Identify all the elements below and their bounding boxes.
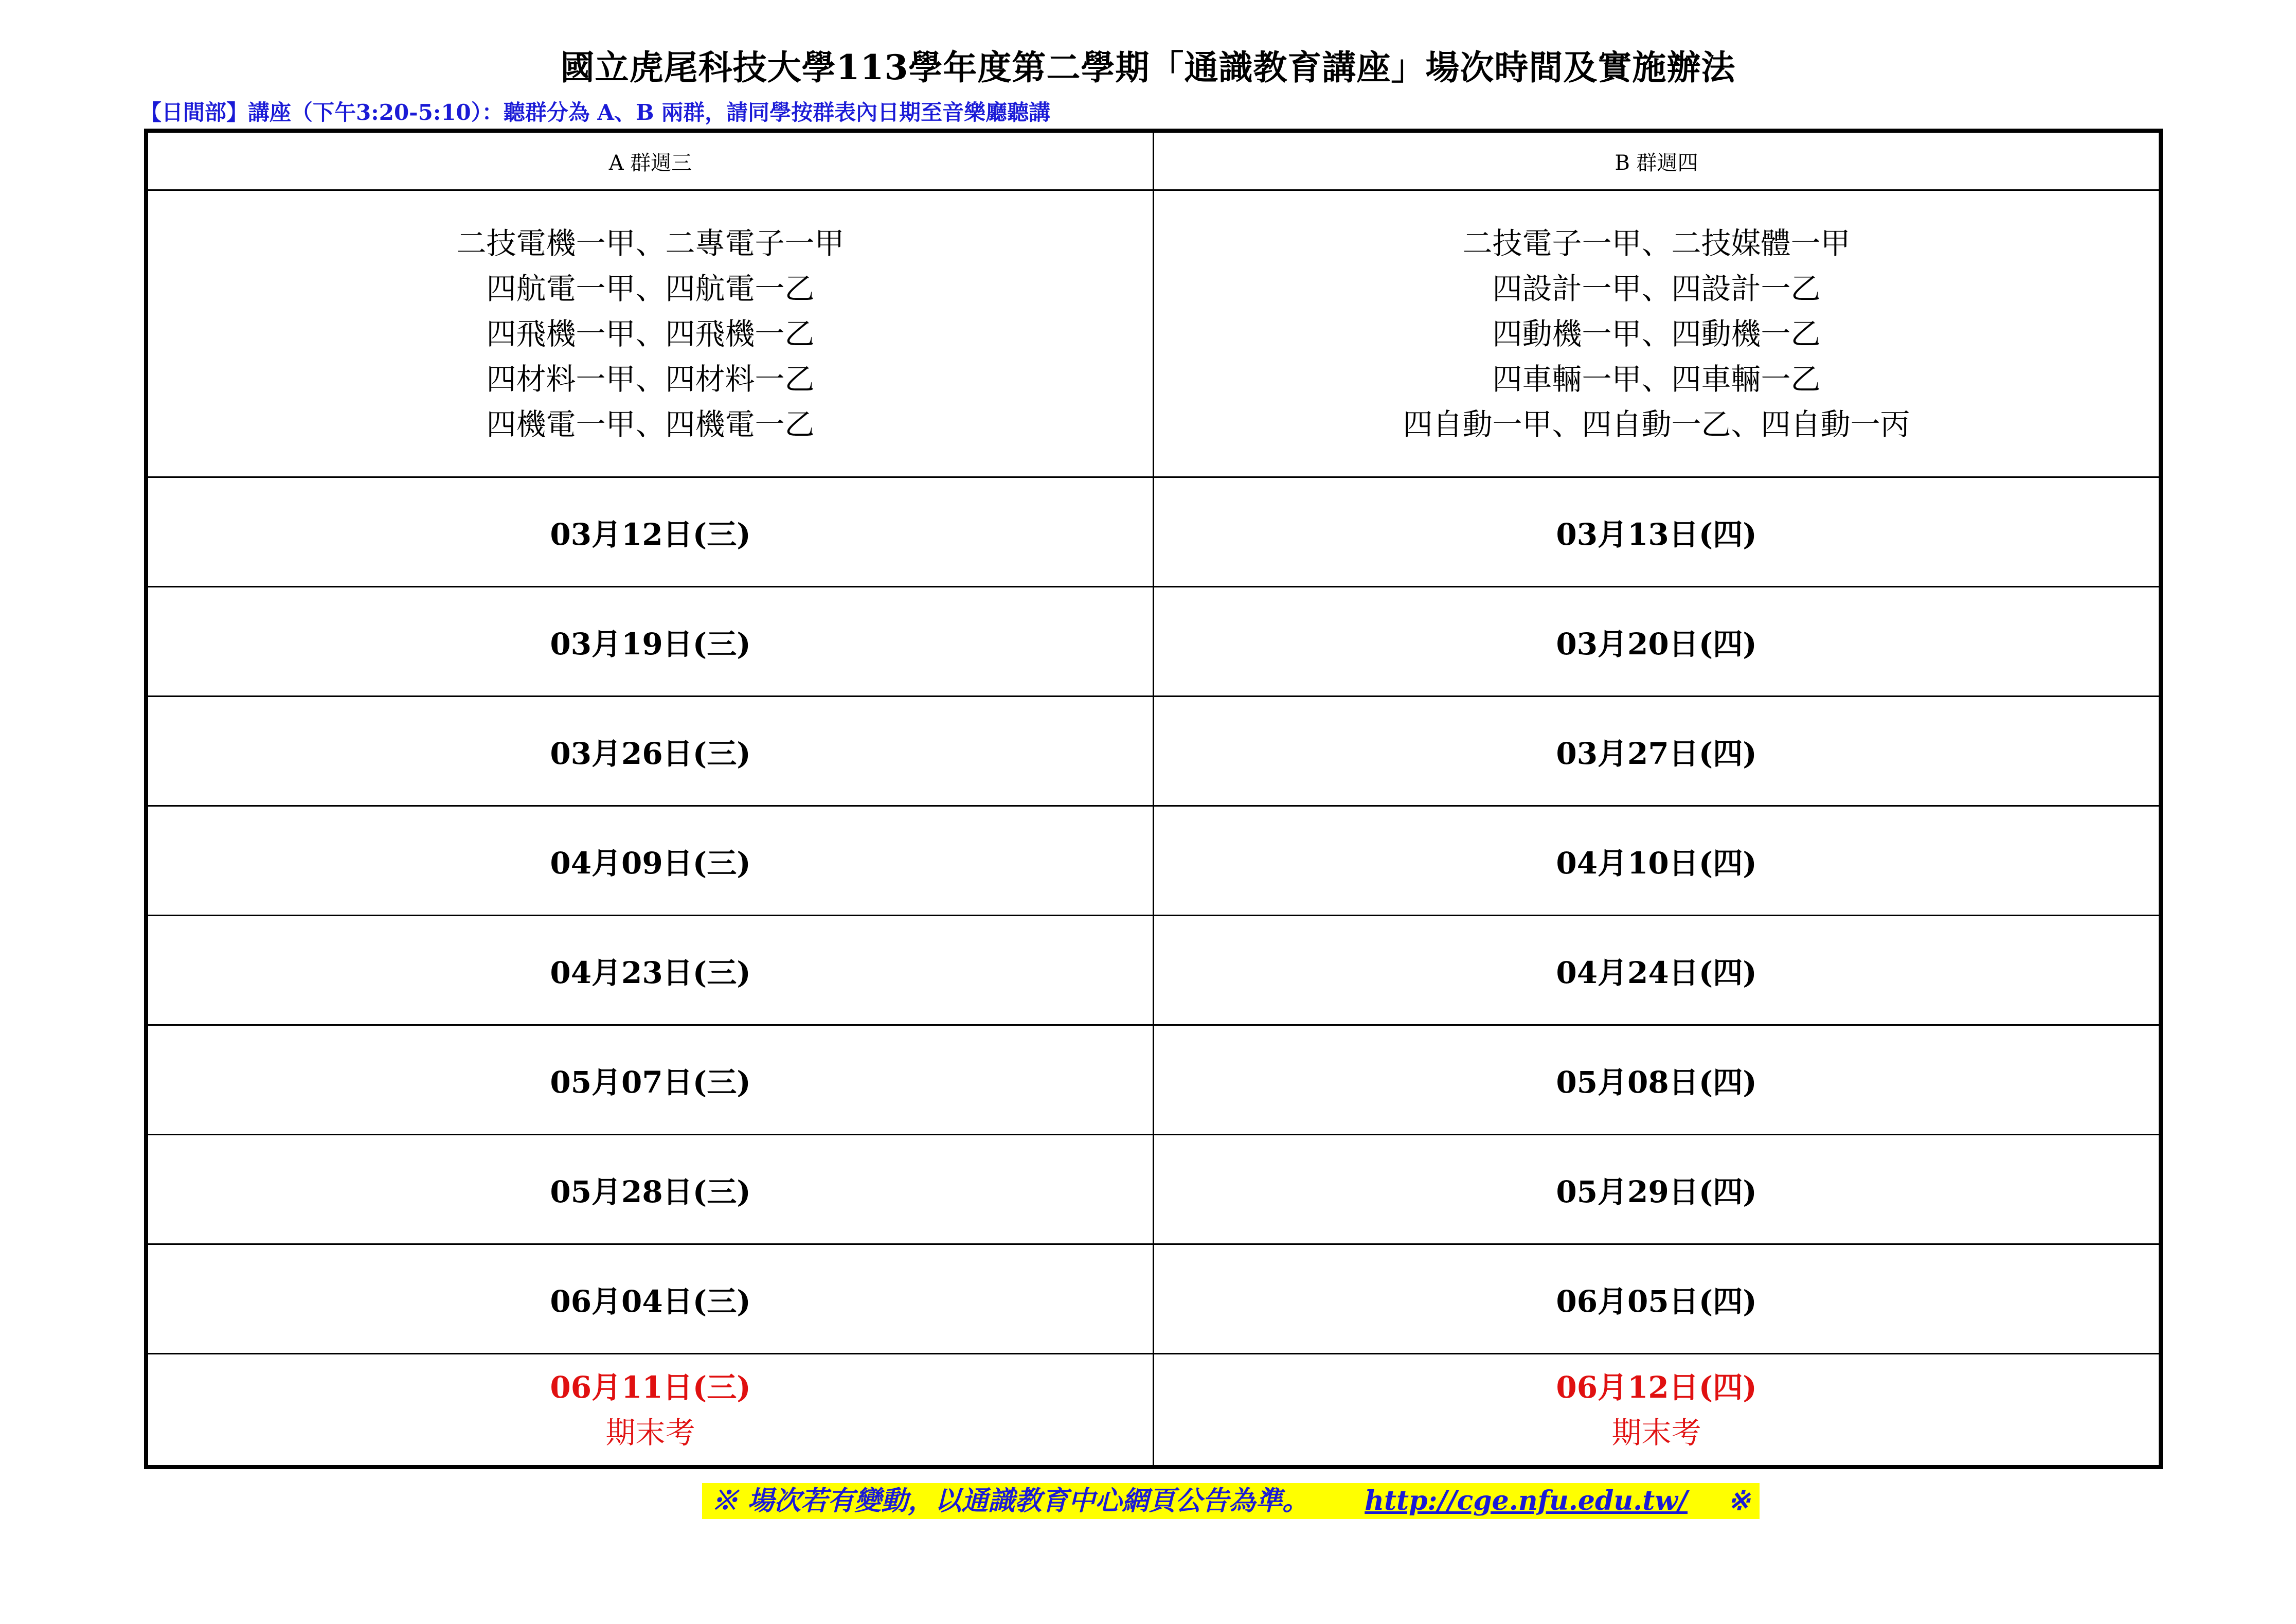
class-line: 二技電機一甲、二專電子一甲	[456, 225, 845, 261]
group-b-date: 06月05日(四)	[1154, 1244, 2161, 1354]
group-a-date: 06月04日(三)	[146, 1244, 1154, 1354]
date-row	[146, 806, 2161, 916]
final-exam-date: 06月11日(三)	[550, 1369, 751, 1405]
group-a-date: 05月28日(三)	[146, 1135, 1154, 1244]
group-a-final	[146, 1354, 1154, 1468]
cge-website-link[interactable]: http://cge.nfu.edu.tw/	[1365, 1485, 1688, 1516]
group-a-classes	[146, 190, 1154, 477]
final-exam-label: 期末考	[1611, 1415, 1701, 1450]
final-exam-label: 期末考	[605, 1415, 695, 1450]
group-b-date: 03月20日(四)	[1154, 587, 2161, 697]
group-b-date: 04月24日(四)	[1154, 916, 2161, 1025]
class-line: 四機電一甲、四機電一乙	[486, 406, 815, 442]
group-a-date: 04月09日(三)	[146, 806, 1154, 916]
group-b-date: 04月10日(四)	[1154, 806, 2161, 916]
class-line: 四設計一甲、四設計一乙	[1492, 271, 1821, 306]
change-notice	[702, 1483, 1760, 1519]
class-line: 四材料一甲、四材料一乙	[486, 361, 815, 397]
final-exam-date: 06月12日(四)	[1556, 1369, 1757, 1405]
class-line: 四車輛一甲、四車輛一乙	[1492, 361, 1821, 397]
class-line: 二技電子一甲、二技媒體一甲	[1462, 225, 1851, 261]
group-a-date: 03月19日(三)	[146, 587, 1154, 697]
group-b-date: 03月27日(四)	[1154, 697, 2161, 806]
group-b-date: 05月08日(四)	[1154, 1025, 2161, 1135]
header-row	[146, 131, 2161, 190]
date-row	[146, 1244, 2161, 1354]
group-b-classes	[1154, 190, 2161, 477]
group-a-date: 05月07日(三)	[146, 1025, 1154, 1135]
date-row	[146, 1025, 2161, 1135]
group-a-date: 04月23日(三)	[146, 916, 1154, 1025]
group-b-header: B 群週四	[1154, 131, 2161, 190]
date-row	[146, 587, 2161, 697]
classes-row	[146, 190, 2161, 477]
date-row	[146, 697, 2161, 806]
notice-suffix: ※	[1728, 1485, 1750, 1516]
class-line: 四飛機一甲、四飛機一乙	[486, 316, 815, 351]
group-a-date: 03月12日(三)	[146, 477, 1154, 587]
class-line: 四動機一甲、四動機一乙	[1492, 316, 1821, 351]
group-b-date: 03月13日(四)	[1154, 477, 2161, 587]
notice-text: ※ 場次若有變動，以通識教育中心網頁公告為準。	[711, 1485, 1310, 1516]
lecture-schedule-table	[144, 129, 2163, 1469]
final-exam-row	[146, 1354, 2161, 1468]
group-a-header: A 群週三	[146, 131, 1154, 190]
date-row	[146, 1135, 2161, 1244]
date-row	[146, 477, 2161, 587]
group-b-final	[1154, 1354, 2161, 1468]
class-line: 四航電一甲、四航電一乙	[486, 271, 815, 306]
group-b-date: 05月29日(四)	[1154, 1135, 2161, 1244]
class-line: 四自動一甲、四自動一乙、四自動一丙	[1403, 406, 1910, 442]
date-row	[146, 916, 2161, 1025]
schedule-subtitle: 【日間部】講座（下午3:20-5:10）：聽群分為 A、B 兩群，請同學按群表內日期至音樂廳聽講	[140, 100, 1051, 125]
page-title: 國立虎尾科技大學113學年度第二學期「通識教育講座」場次時間及實施辦法	[560, 47, 1736, 87]
group-a-date: 03月26日(三)	[146, 697, 1154, 806]
